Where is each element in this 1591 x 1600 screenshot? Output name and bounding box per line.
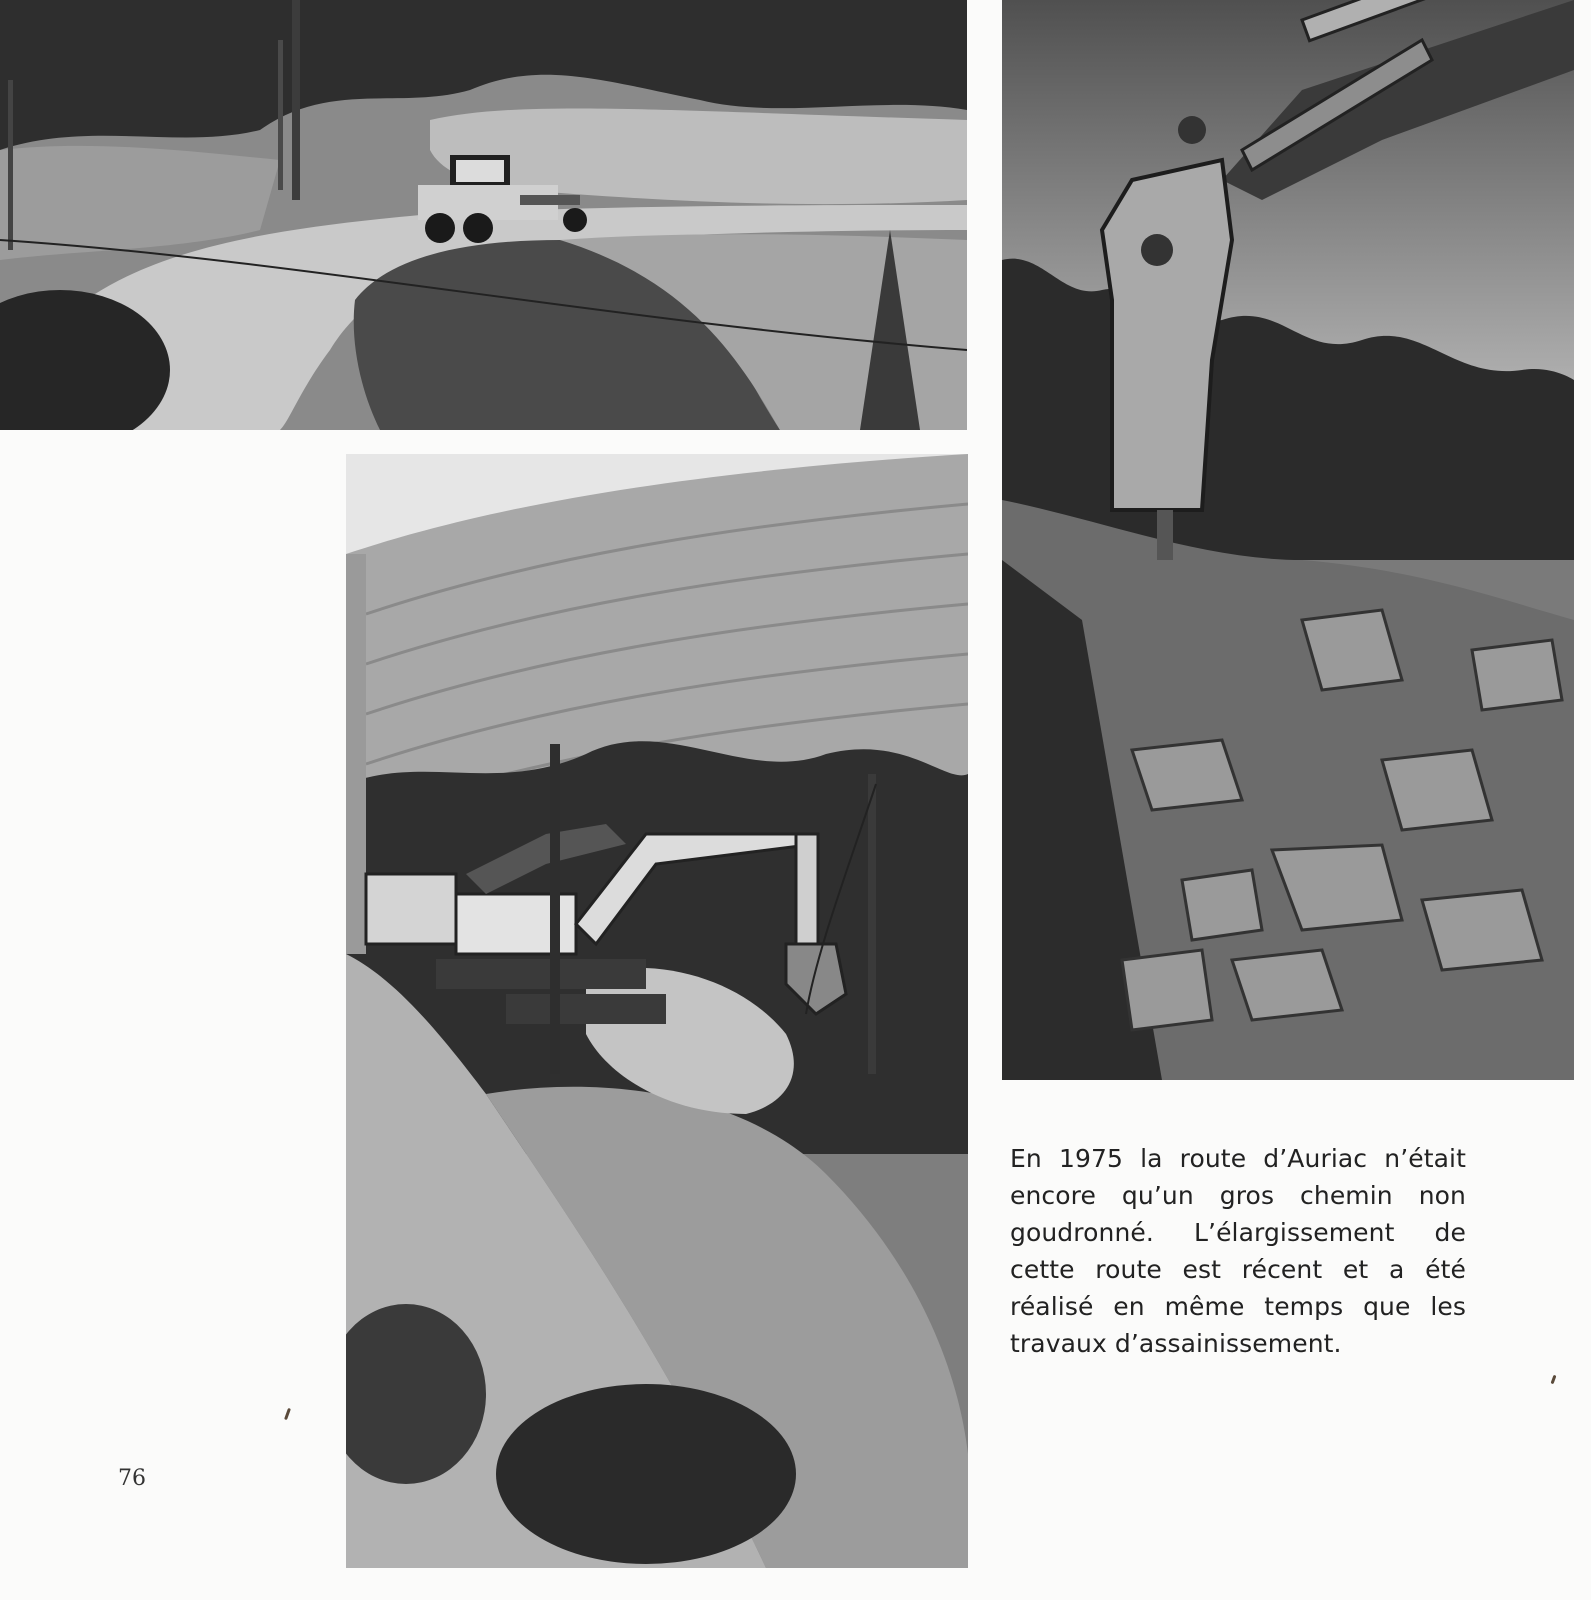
photo-hydraulic-breaker xyxy=(1002,0,1574,1080)
photo-caption: En 1975 la route d’Auriac n’était encore qu’un gros chemin non goudronné. L’élargissement de cette route est récent et a été réalisé en même temps que les travaux d’assainissement. xyxy=(1010,1144,1466,1358)
photo-excavators xyxy=(346,454,968,1568)
excavators-image xyxy=(346,454,968,1568)
road-grader-image xyxy=(0,0,967,430)
scan-speck xyxy=(1551,1375,1557,1384)
scan-speck xyxy=(284,1408,291,1420)
page-number: 76 xyxy=(118,1466,146,1491)
hydraulic-breaker-image xyxy=(1002,0,1574,1080)
photo-road-grader xyxy=(0,0,967,430)
